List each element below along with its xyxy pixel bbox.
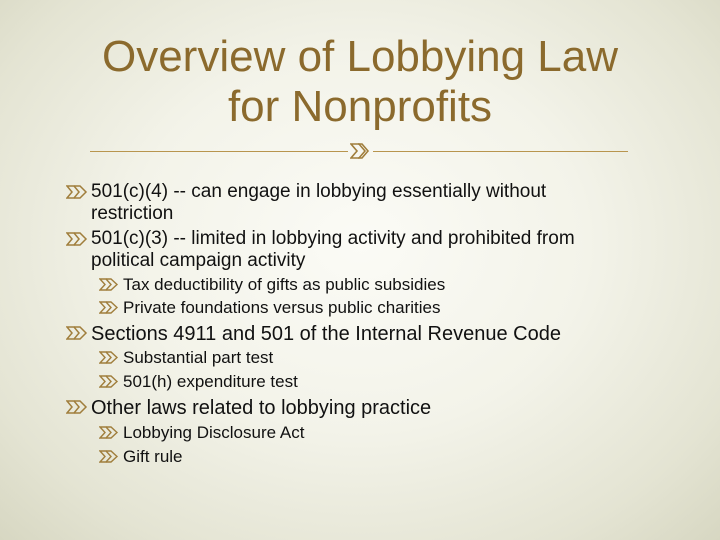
list-item-text: Lobbying Disclosure Act <box>123 423 305 442</box>
list-item-text-continued: restriction <box>91 203 174 224</box>
list-item-7 <box>123 372 298 392</box>
chevron-bullet-icon <box>99 450 119 463</box>
list-item-2 <box>91 228 575 272</box>
list-item-5 <box>91 322 561 346</box>
chevron-bullet-icon <box>99 426 119 439</box>
chevron-bullet-icon <box>99 301 119 314</box>
list-item-text: Gift rule <box>123 447 183 466</box>
slide-title-line-1: Overview of Lobbying Law <box>101 32 619 81</box>
list-item-text: Private foundations versus public charities <box>123 298 441 317</box>
list-item-text: 501(c)(4) -- can engage in lobbying essentially without <box>91 181 547 202</box>
slide-title-line-2: for Nonprofits <box>227 82 493 131</box>
list-item-text: Substantial part test <box>123 348 274 367</box>
chevron-bullet-icon <box>66 185 88 199</box>
chevron-bullet-icon <box>66 400 88 414</box>
list-item-1 <box>91 181 546 225</box>
list-item-text: 501(c)(3) -- limited in lobbying activity and prohibited from <box>91 228 575 249</box>
chevron-bullet-icon <box>66 232 88 246</box>
list-item-9 <box>123 423 304 443</box>
chevron-bullet-icon <box>99 278 119 291</box>
chevron-bullet-icon <box>99 351 119 364</box>
list-item-8 <box>91 396 431 420</box>
list-item-10 <box>123 447 183 467</box>
list-item-6 <box>123 348 273 368</box>
list-item-3 <box>123 275 445 295</box>
chevron-bullet-icon <box>99 375 119 388</box>
list-item-text: 501(h) expenditure test <box>123 372 298 391</box>
list-item-4 <box>123 298 441 318</box>
list-item-text: Tax deductibility of gifts as public subsidies <box>123 275 446 294</box>
chevron-bullet-icon <box>66 326 88 340</box>
list-item-text: Other laws related to lobbying practice <box>91 397 432 419</box>
list-item-text: Sections 4911 and 501 of the Internal Revenue Code <box>91 323 561 345</box>
list-item-text-continued: political campaign activity <box>91 250 306 271</box>
